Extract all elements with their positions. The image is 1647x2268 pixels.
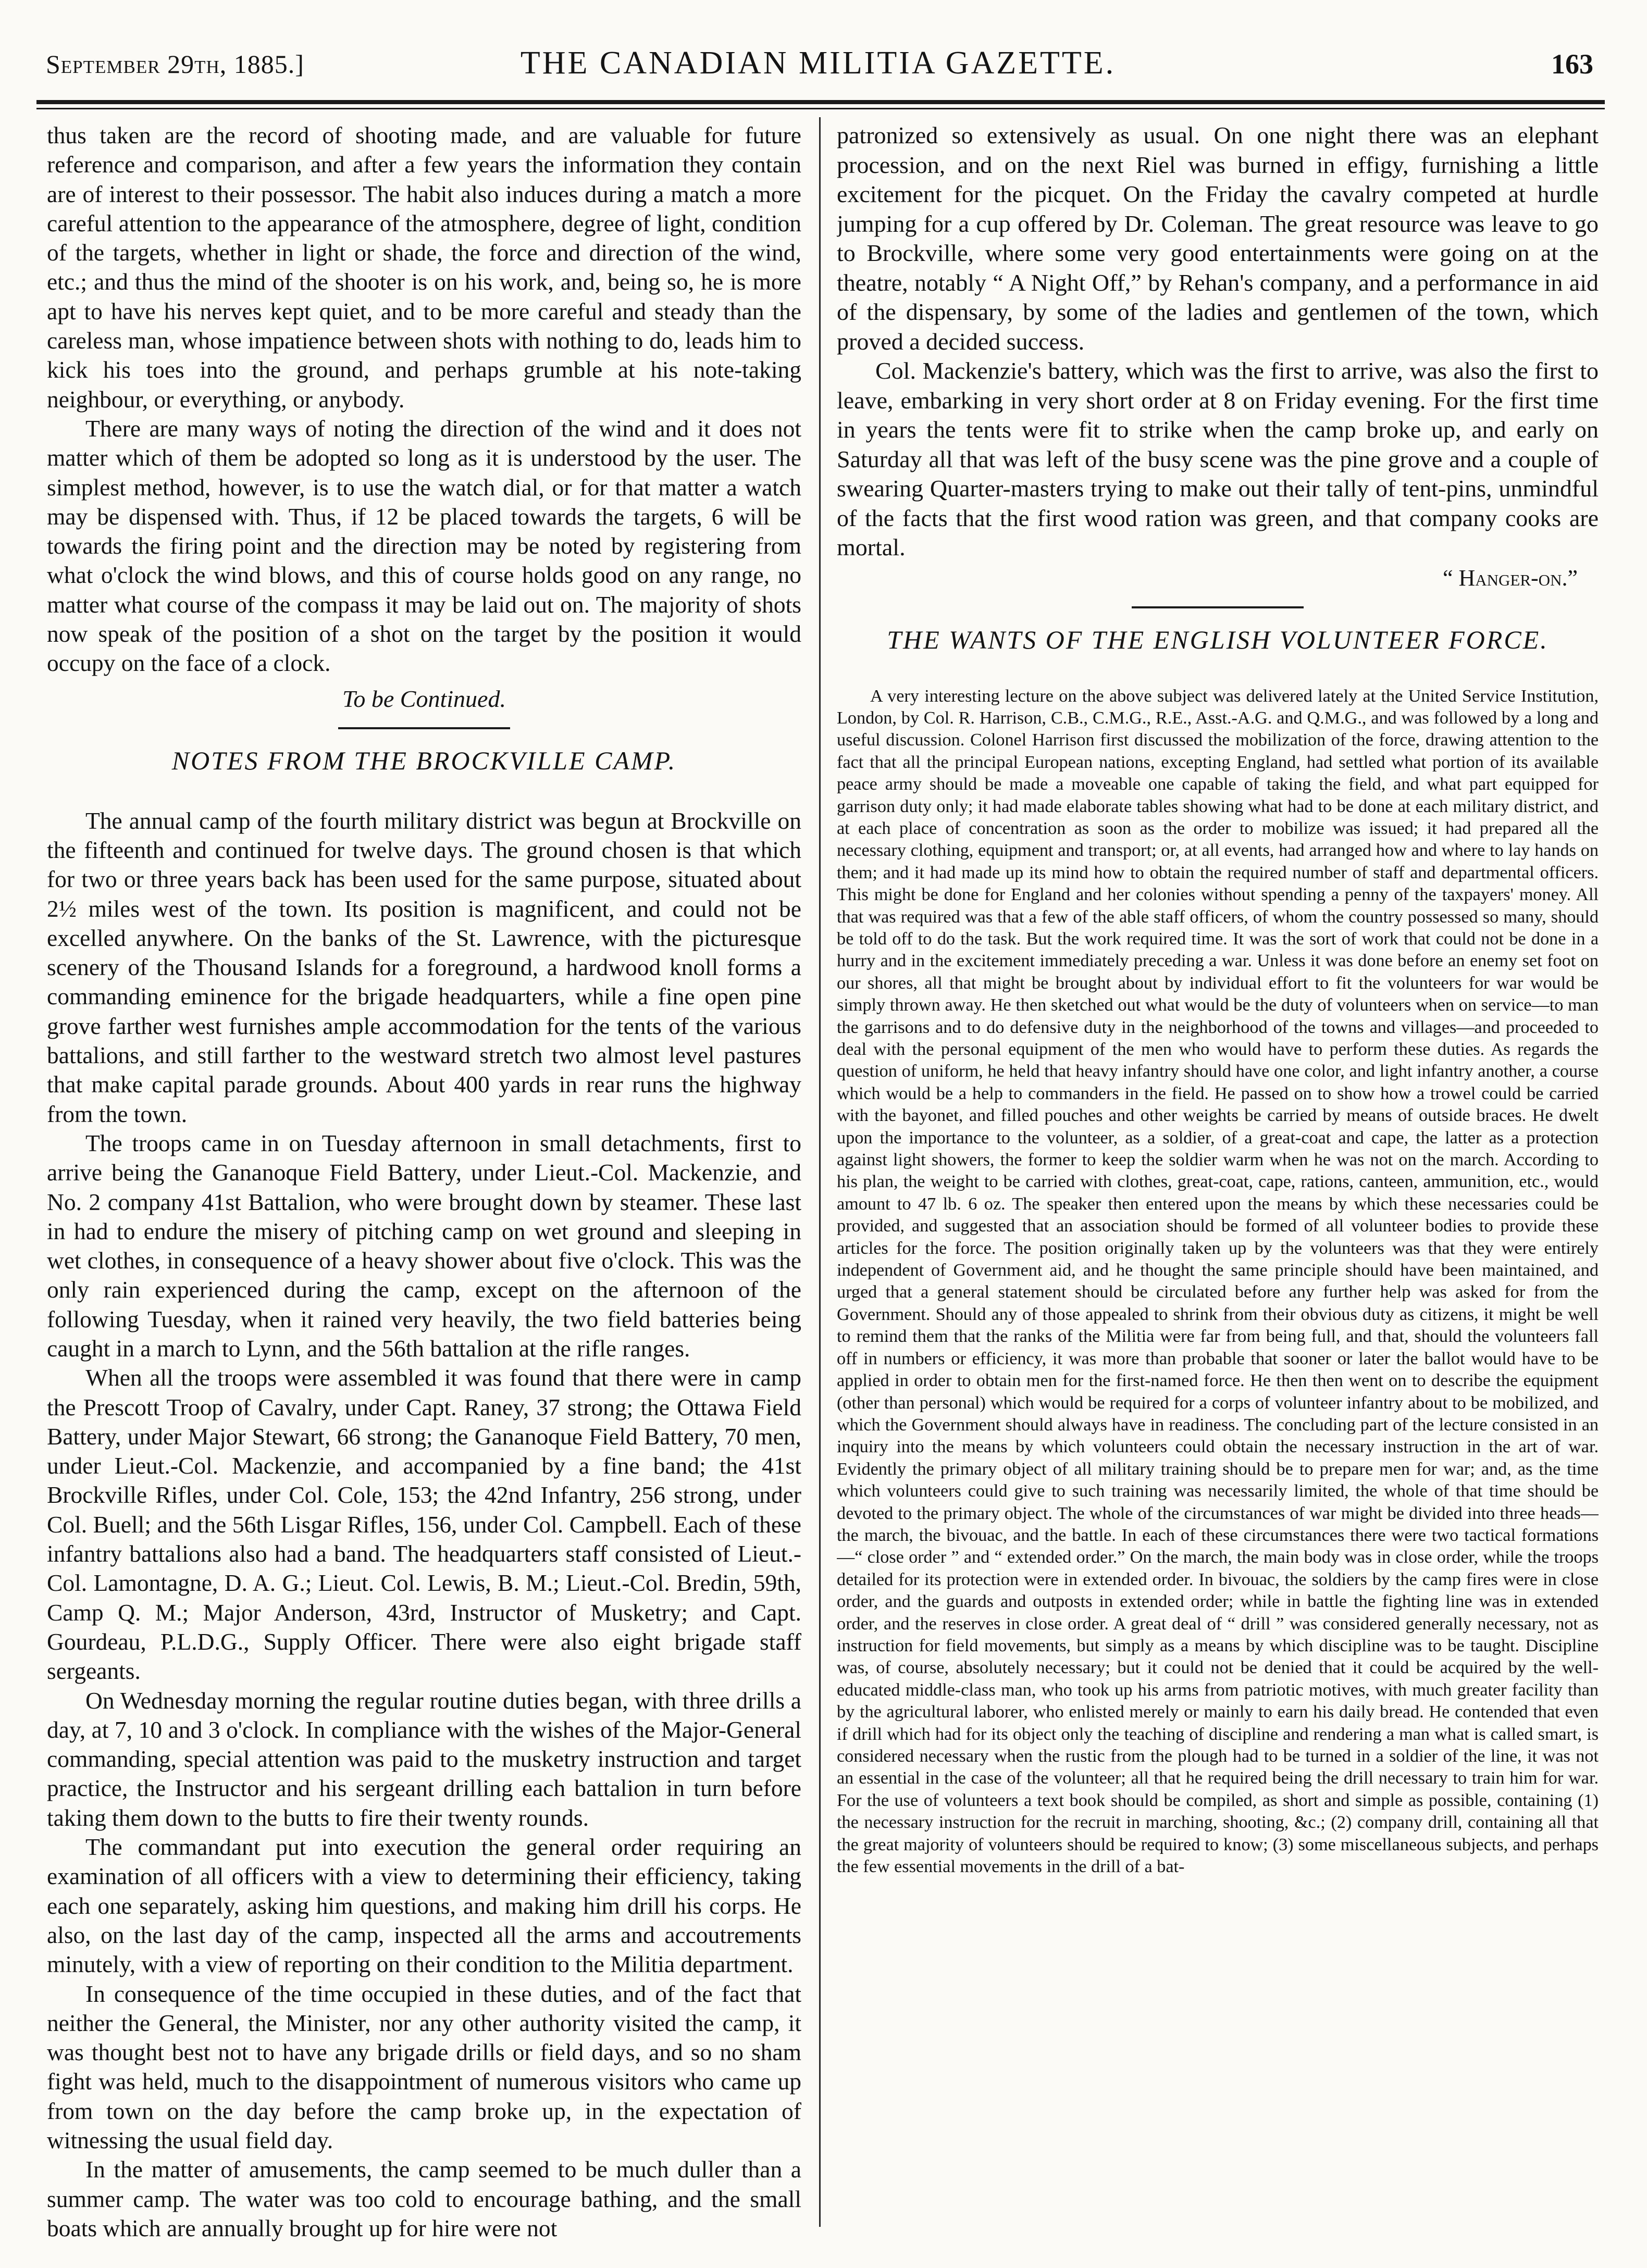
- section-rule: [338, 727, 510, 729]
- author-signature: “ Hanger-on.”: [1442, 565, 1578, 591]
- paragraph: There are many ways of noting the direction of the wind and it does not matter which of them be adopted so long as it is understood by the user. The simplest method, however, is to use the watch dial, or for that matter a watch may be dispensed with. Thus, if 12 be placed towards the targets, 6 will be towards the firing point and the direction may be noted by registering from what o'clock the wind blows, and this of course holds good on any range, no matter what course of the compass it may be laid out on. The majority of shots now speak of the position of a shot on the target by the position it would occupy on the face of a clock.: [47, 415, 801, 677]
- paragraph: In consequence of the time occupied in these duties, and of the fact that neither the General, the Minister, nor any other authority visited the camp, it was thought best not to have any brigade drills or field days, and so no sham fight was held, much to the disappointment of numerous visitors who came up from town on the day before the camp broke up, in the expectation of witnessing the usual field day.: [47, 1980, 801, 2153]
- left-column: [47, 121, 801, 2246]
- page-header: [36, 31, 1600, 94]
- page-number: 163: [1551, 48, 1593, 80]
- paragraph: thus taken are the record of shooting made, and are valuable for future reference and comparison, and after a few years the information they contain are of interest to their possessor. The habit also induces during a match a more careful attention to the appearance of the atmosphere, degree of light, condition of the targets, whether in light or shade, the force and direction of the wind, etc.; and thus the mind of the shooter is on his work, and, being so, he is more apt to have his nerves kept quiet, and to be more careful and steady than the careless man, whose impatience between shots with nothing to do, leads him to kick his toes into the ground, and perhaps grumble at his note-taking neighbour, or everything, or anybody.: [47, 122, 801, 413]
- paragraph: The annual camp of the fourth military district was begun at Brockville on the fifteenth and continued for twelve days. The ground chosen is that which for two or three years back has been used for the same purpose, situated about 2½ miles west of the town. Its position is magnificent, and could not be excelled anywhere. On the banks of the St. Lawrence, with the picturesque scenery of the Thousand Islands for a foreground, a hardwood knoll forms a commanding eminence for the brigade headquarters, while a fine open pine grove farther west furnishes ample accommodation for the tents of the various battalions, and still farther to the westward stretch two almost level pastures that make capital parade grounds. About 400 yards in rear runs the highway from the town.: [47, 807, 801, 1127]
- to-be-continued: To be Continued.: [342, 685, 506, 712]
- article-heading-volunteer-force: THE WANTS OF THE ENGLISH VOLUNTEER FORCE.: [887, 625, 1549, 654]
- paragraph: Col. Mackenzie's battery, which was the first to arrive, was also the first to leave, embarking in very short order at 8 on Friday evening. For the first time in years the tents were fit to strike when the camp broke up, and early on Saturday all that was left of the busy scene was the pine grove and a couple of swearing Quarter-masters trying to make out their tally of tent-pins, unmindful of the facts that the first wood ration was green, and that company cooks are mortal.: [837, 357, 1599, 560]
- paragraph: patronized so extensively as usual. On one night there was an elephant procession, and on the next Riel was burned in effigy, furnishing a little excitement for the picquet. On the Friday the cavalry competed at hurdle jumping for a cup offered by Dr. Coleman. The great resource was leave to go to Brockville, where some very good entertainments were going on at the theatre, notably “ A Night Off,” by Rehan's company, and a performance in aid of the dispensary, by some of the ladies and gentlemen of the town, which proved a decided success.: [837, 122, 1599, 355]
- right-column: [837, 121, 1599, 2246]
- paragraph: On Wednesday morning the regular routine duties began, with three drills a day, at 7, 10 and 3 o'clock. In compliance with the wishes of the Major-General commanding, special attention was paid to the musketry instruction and target practice, the Instructor and his sergeant drilling each battalion in turn before taking them down to the butts to fire their twenty rounds.: [47, 1687, 801, 1831]
- header-rule-thick: [36, 100, 1605, 104]
- article-heading-brockville: NOTES FROM THE BROCKVILLE CAMP.: [171, 745, 677, 775]
- paragraph: The commandant put into execution the general order requiring an examination of all officers with a view to determining their efficiency, taking each one separately, asking him questions, and making him drill his corps. He also, on the last day of the camp, inspected all the arms and accoutrements minutely, with a view of reporting on their condition to the Militia department.: [47, 1834, 801, 1978]
- section-rule: [1132, 606, 1304, 608]
- column-divider: [819, 117, 821, 2227]
- paragraph: A very interesting lecture on the above subject was delivered lately at the United Service Institution, London, by Col. R. Harrison, C.B., C.M.G., R.E., Asst.-A.G. and Q.M.G., and was followed by a long and useful discussion. Colonel Harrison first discussed the mobilization of the force, drawing attention to the fact that all the principal European nations, excepting England, had settled what portion of its available peace army should be made a moveable one capable of taking the field, and what part equipped for garrison duty only; it had made elaborate tables showing what had to be done at each military district, and at each place of concentration as soon as the order to mobilize was issued; it had prepared all the necessary clothing, equipment and transport; or, at all events, had arranged how and where to lay hands on them; and it had made up its mind how to obtain the required number of staff and departmental officers. This might be done for England and her colonies without spending a penny of the taxpayers' money. All that was required was that a few of the able staff officers, of whom the country possessed so many, should be told off to do the task. But the work required time. It was the sort of work that could not be done in a hurry and in the excitement immediately preceding a war. Unless it was done before an enemy set foot on our shores, all that might be brought about by individual effort to fit the volunteers for war would be simply thrown away. He then sketched out what would be the duty of volunteers when on service—to man the garrisons and to do defensive duty in the neighborhood of the towns and villages—and proceeded to deal with the personal equipment of the men who would have to perform these duties. As regards the question of uniform, he held that heavy infantry should have one color, and light infantry another, a course which would be a help to commanders in the field. He passed on to show how a trowel could be carried with the bayonet, and filled pouches and other weights be carried by means of outside braces. He dwelt upon the importance to the volunteer, as a soldier, of a great-coat and cape, the latter as a protection against light showers, the former to keep the soldier warm when he was not on the march. According to his plan, the weight to be carried with clothes, great-coat, cape, rations, canteen, ammunition, etc., would amount to 47 lb. 6 oz. The speaker then entered upon the means by which these necessaries could be provided, and suggested that an association should be formed of all volunteer bodies to provide these articles for the force. The position originally taken up by the volunteers was that they were entirely independent of Government aid, and he thought the same principle should have been maintained, and urged that a general statement should be circulated before any further help was asked for from the Government. Should any of those appealed to shrink from their obvious duty as citizens, it might be well to remind them that the ranks of the Militia were far from being full, and that, should the volunteers fall off in numbers or efficiency, it was more than probable that sooner or later the ballot would have to be applied in order to obtain men for the first-named force. He then then went on to describe the equipment (other than personal) which would be required for a corps of volunteer infantry about to be mobilized, and which the Government should always have in readiness. The concluding part of the lecture consisted in an inquiry into the means by which volunteers could obtain the necessary instruction in the art of war. Evidently the primary object of all military training should be to prepare men for war; and, as the time which volunteers could give to such training was necessarily limited, the whole of that time should be devoted to the primary object. The whole of the circumstances of war might be divided into three heads—the march, the bivouac, and the battle. In each of these circumstances there were two tactical formations—“ close order ” and “ extended order.” On the march, the main body was in close order, while the troops detailed for its protection were in extended order. In bivouac, the soldiers by the camp fires were in close order, and the guards and outposts in extended order; while in battle the fighting line was in extended order, and the reserves in close order. A great deal of “ drill ” was considered generally necessary, not as instruction for field movements, but simply as a means by which discipline was to be taught. Discipline was, of course, absolutely necessary; but it could not be denied that it could be acquired by the well-educated middle-class man, who took up his arms from patriotic motives, with much greater facility than by the agricultural laborer, who enlisted merely or mainly to earn his daily bread. He contended that even if drill which had for its object only the teaching of discipline and rendering a man what is called smart, is considered necessary when the rustic from the plough had to be turned in a soldier of the line, it was not an essential in the case of the volunteer; all that he required being the drill necessary to train him for war. For the use of volunteers a text book should be compiled, as short and simple as possible, containing (1) the necessary instruction for the recruit in marching, shooting, &c.; (2) company drill, containing all that the great majority of volunteers should be required to know; (3) some miscellaneous subjects, and perhaps the few essential movements in the drill of a bat-: [837, 686, 1599, 1877]
- issue-date: September 29th, 1885.]: [46, 49, 304, 79]
- paragraph: In the matter of amusements, the camp seemed to be much duller than a summer camp. The water was too cold to encourage bathing, and the small boats which are annually brought up for hire were not: [47, 2156, 801, 2241]
- paragraph: When all the troops were assembled it was found that there were in camp the Prescott Troop of Cavalry, under Capt. Raney, 37 strong; the Ottawa Field Battery, under Major Stewart, 66 strong; the Gananoque Field Battery, 70 men, under Lieut.-Col. Mackenzie, and accompanied by a fine band; the 41st Brockville Rifles, under Col. Cole, 153; the 42nd Infantry, 256 strong, under Col. Buell; and the 56th Lisgar Rifles, 156, under Col. Campbell. Each of these infantry battalions also had a band. The headquarters staff consisted of Lieut.-Col. Lamontagne, D. A. G.; Lieut. Col. Lewis, B. M.; Lieut.-Col. Bredin, 59th, Camp Q. M.; Major Anderson, 43rd, Instructor of Musketry; and Capt. Gourdeau, P.L.D.G., Supply Officer. There were also eight brigade staff sergeants.: [47, 1364, 801, 1685]
- masthead-title: THE CANADIAN MILITIA GAZETTE.: [520, 45, 1116, 81]
- header-rule-thin: [36, 108, 1605, 109]
- paragraph: The troops came in on Tuesday afternoon in small detachments, first to arrive being the Gananoque Field Battery, under Lieut.-Col. Mackenzie, and No. 2 company 41st Battalion, who were brought down by steamer. These last in had to endure the misery of pitching camp on wet ground and sleeping in wet clothes, in consequence of a heavy shower about five o'clock. This was the only rain experienced during the camp, except on the afternoon of the following Tuesday, when it rained very heavily, the two field batteries being caught in a march to Lynn, and the 56th battalion at the rifle ranges.: [47, 1129, 801, 1362]
